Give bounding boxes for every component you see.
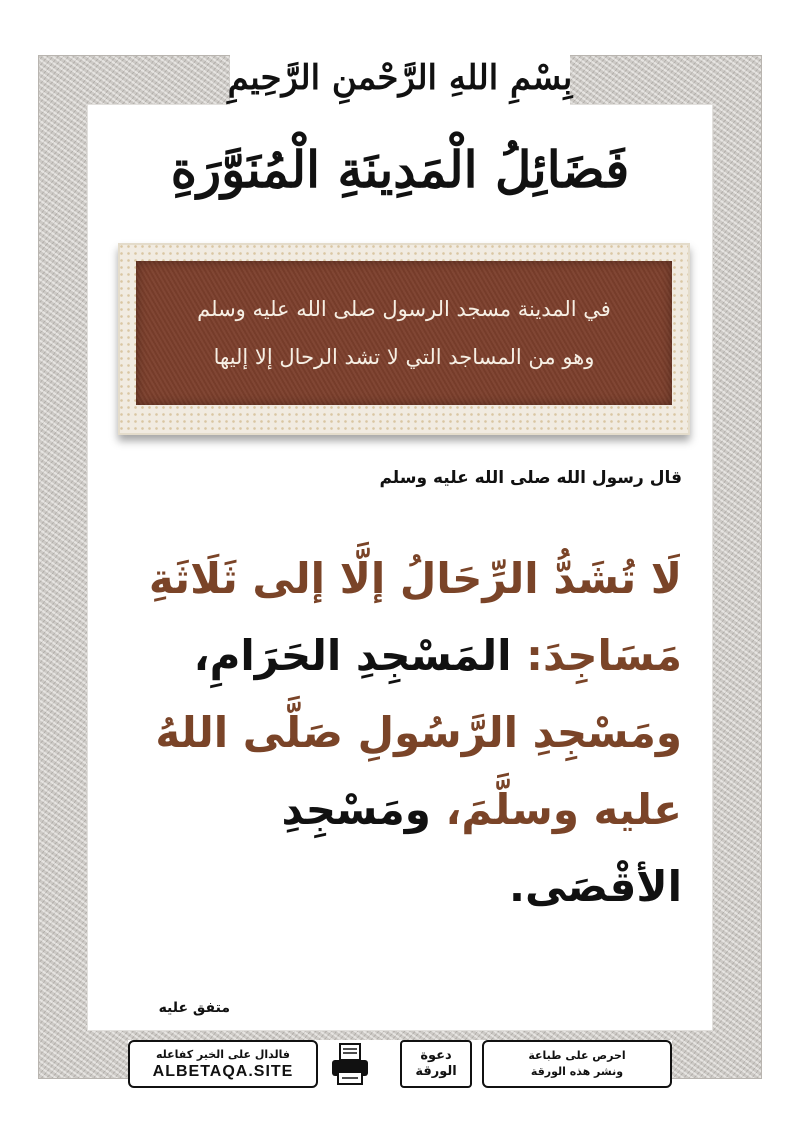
banner-line-2: وهو من المساجد التي لا تشد الرحال إلا إليها [213,345,595,369]
intro-banner [118,243,690,435]
intro-banner-panel [136,261,672,405]
hadith-part-3: ومَسْجِدِ الرَّسُولِ صَلَّى اللهُ عليه وسلَّمَ، [155,708,682,834]
hadith-text [110,540,682,925]
banner-line-1: في المدينة مسجد الرسول صلى الله عليه وسلم [197,297,611,321]
dawah-logo [400,1040,472,1088]
quote-intro: قال رسول الله صلى الله عليه وسلم [379,468,682,488]
footer-site-link[interactable]: ALBETAQA.SITE [152,1063,294,1080]
footer-print-line-1: احرص على طباعة [528,1049,626,1062]
footer-print-line-2: ونشر هذه الورقة [530,1065,624,1078]
page-title: فَضَائِلُ الْمَدِينَةِ الْمُنَوَّرَةِ [170,140,630,199]
footer-site-box [128,1040,318,1088]
bismillah-calligraphy: بِسْمِ اللهِ الرَّحْمنِ الرَّحِيمِ [227,58,573,98]
logo-line-2: الورقة [415,1064,457,1079]
hadith-attribution: متفق عليه [158,1000,230,1016]
hadith-part-4: ومَسْجِدِ الأقْصَى. [281,785,682,911]
logo-line-1: دعوة [420,1048,452,1063]
footer-caption: فالدال على الخير كفاعله [155,1048,291,1061]
footer-bar [128,1040,672,1092]
footer-print-box [482,1040,672,1088]
hadith-part-1: لَا تُشَدُّ الرِّحَالُ إلَّا إلى ثَلَاثَةِ مَسَاجِدَ: [148,554,682,680]
hadith-part-2: المَسْجِدِ الحَرَامِ، [193,631,512,680]
printer-icon [328,1042,372,1086]
